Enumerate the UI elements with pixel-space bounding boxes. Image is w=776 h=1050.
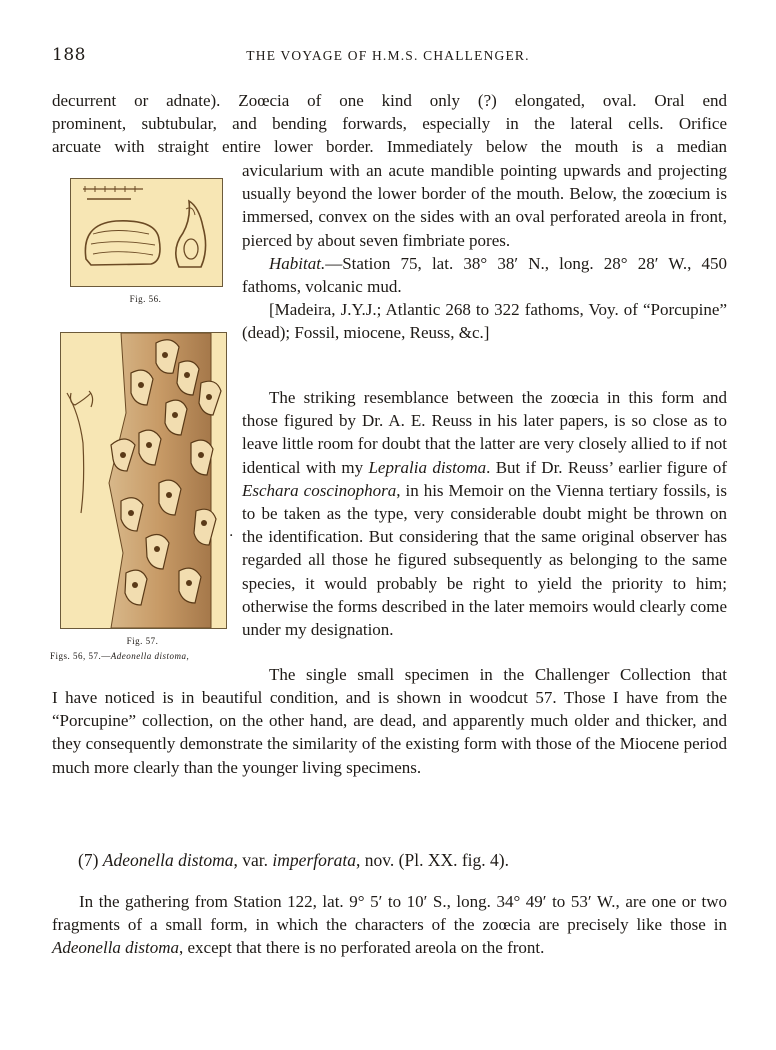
description-continued [242, 159, 727, 345]
intro-line: arcuate with straight entire lower border. Immediately below the mouth is a median [52, 137, 727, 157]
figure-57 [60, 332, 227, 629]
habitat-label: Habitat. [269, 253, 326, 273]
striking-part-1: The striking resemblance between the zoœcia in this form and those figured by Dr. A. E. Reuss in his later papers, is so close as to leave little room for doubt that the latter are very closely allied to if not identical with my [242, 388, 727, 477]
figures-combined-caption [50, 651, 230, 661]
page-number: 188 [52, 45, 86, 65]
section-7-text-start: In the gathering from Station 122, lat. 9° 5′ to 10′ S., long. 34° 49′ to 53′ W., are one or two fragments of a small form, in which the characters of the zoœcia are precisely like those in [52, 892, 727, 935]
figure-56-drawing [71, 179, 222, 286]
section-7-heading [78, 850, 509, 871]
figure-56-caption: Fig. 56. [129, 294, 162, 304]
species-eschara: Eschara coscinophora [242, 480, 397, 500]
section-7-paragraph [52, 890, 727, 960]
section-7-number: (7) [78, 850, 103, 870]
habitat-paragraph [242, 252, 727, 298]
figure-57-caption: Fig. 57. [126, 636, 159, 646]
running-title: THE VOYAGE OF H.M.S. CHALLENGER. [246, 48, 530, 63]
section-7-text [52, 890, 727, 960]
margin-dot: · [229, 528, 234, 544]
description-rest: avicularium with an acute mandible pointing upwards and projecting usually beyond the lower border of the mouth. Below, the zoœcium is immersed, convex on the sides with an oval perforated areola in front, pierced by about seven fimbriate pores. [242, 161, 727, 250]
intro-line: prominent, subtubular, and bending forwards, especially in the lateral cells. Orifice [52, 114, 727, 134]
single-specimen-paragraph [52, 686, 727, 779]
figure-57-drawing [61, 333, 226, 628]
single-rest: I have noticed is in beautiful condition, and is shown in woodcut 57. Those I have from the “Porcupine” collection, on the other hand, are dead, and apparently much older and thicker, and they consequently demonstrate the similarity of the existing form with those of the Miocene period much more clearly than the younger living specimens. [52, 688, 727, 777]
striking-paragraph [242, 386, 727, 641]
species-lepralia: Lepralia distoma [368, 457, 487, 477]
separate-zooecium-sketch [67, 391, 93, 513]
single-specimen-first-line [242, 663, 727, 686]
striking-part-2: . But if Dr. Reuss’ earlier figure of [486, 457, 727, 477]
section-7-text-end: , except that there is no perforated areola on the front. [179, 938, 545, 958]
section-7-var-prefix: , var. [233, 850, 273, 870]
section-7-species: Adeonella distoma [52, 938, 180, 958]
zooecium-side-view [176, 201, 206, 267]
intro-line: decurrent or adnate). Zoœcia of one kind only (?) elongated, oval. Oral end [52, 91, 727, 110]
figures-combined-species: Adeonella distoma, [110, 651, 190, 661]
habitat-text: —Station 75, lat. 38° 38′ N., long. 28° 28′ W., 450 fathoms, volcanic mud. [242, 253, 727, 297]
figures-combined-prefix: Figs. 56, 57.— [50, 651, 111, 661]
section-7-variety: imperforata [272, 850, 357, 870]
striking-part-3: , in his Memoir on the Vienna tertiary fossils, is to be taken as the type, very considerable doubt might be thrown on the identification. But considering that the same original observer has regarded all those he figured subsequently as belonging to the same species, it would probably be right to yield the priority to him; otherwise the forms described in the later memoirs would clearly come under my designation. [242, 480, 727, 640]
single-first-line: The single small specimen in the Challenger Collection that [269, 665, 727, 684]
section-7-genus: Adeonella distoma [102, 850, 234, 870]
madeira-paragraph: [Madeira, J.Y.J.; Atlantic 268 to 322 fathoms, Voy. of “Porcupine” (dead); Fossil, miocene, Reuss, &c.] [242, 300, 727, 343]
section-7-suffix: , nov. (Pl. XX. fig. 4). [356, 850, 510, 870]
zooecium [194, 509, 216, 545]
intro-paragraph [52, 89, 727, 159]
figure-56 [70, 178, 223, 287]
striking-text [242, 386, 727, 641]
